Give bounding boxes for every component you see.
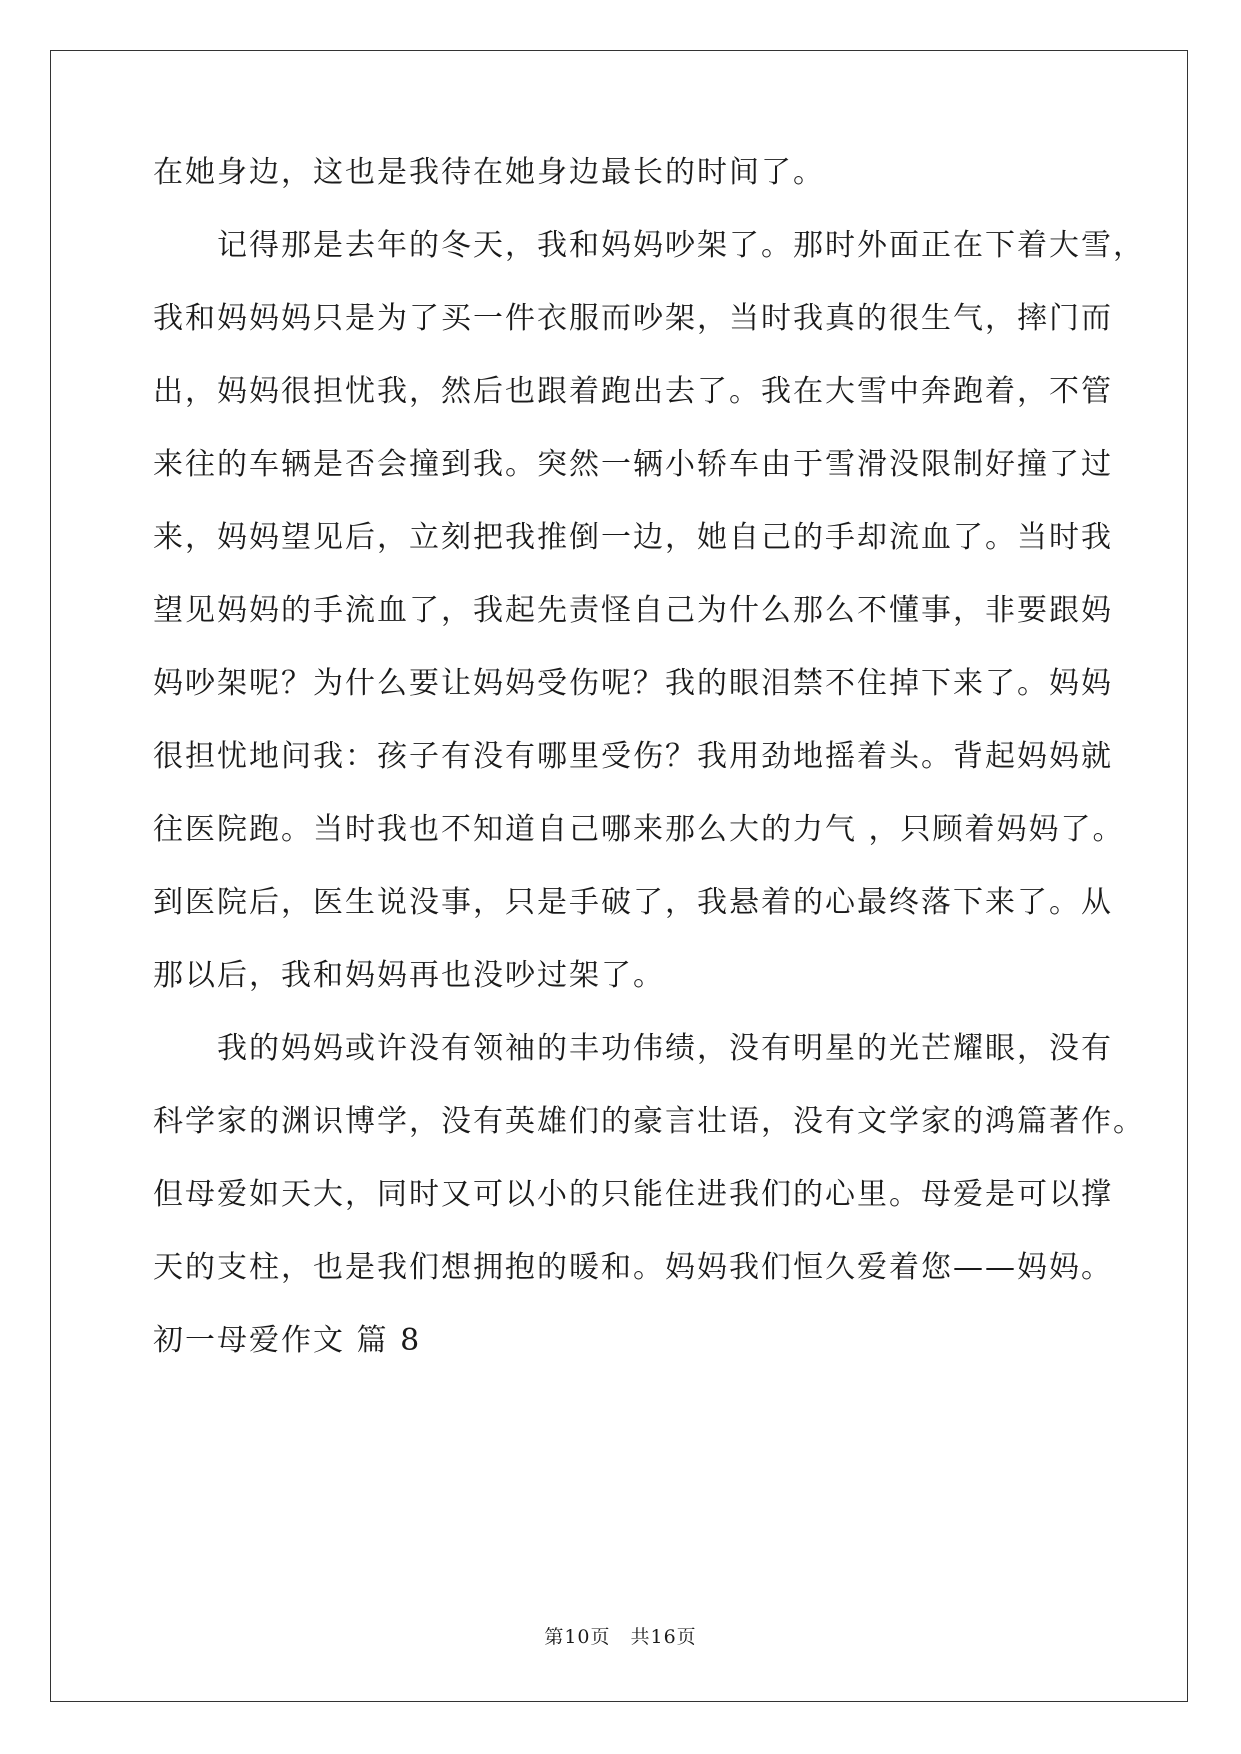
- text-line: 在她身边，这也是我待在她身边最长的时间了。: [153, 155, 825, 190]
- text-line: 那以后，我和妈妈再也没吵过架了。: [153, 958, 665, 993]
- text-line: 很担忧地问我：孩子有没有哪里受伤？我用劲地摇着头。背起妈妈就: [153, 739, 1113, 774]
- text-line: 往医院跑。当时我也不知道自己哪来那么大的力气 ，只顾着妈妈了。: [153, 812, 1125, 847]
- text-line: 我和妈妈妈只是为了买一件衣服而吵架，当时我真的很生气，摔门而: [153, 301, 1113, 336]
- text-line: 但母爱如天大，同时又可以小的只能住进我们的心里。母爱是可以撑: [153, 1177, 1113, 1212]
- text-line: 妈吵架呢？为什么要让妈妈受伤呢？我的眼泪禁不住掉下来了。妈妈: [153, 666, 1113, 701]
- text-line: 到医院后，医生说没事，只是手破了，我悬着的心最终落下来了。从: [153, 885, 1113, 920]
- text-line: 我的妈妈或许没有领袖的丰功伟绩，没有明星的光芒耀眼，没有: [153, 1031, 1113, 1066]
- text-line: 望见妈妈的手流血了，我起先责怪自己为什么那么不懂事，非要跟妈: [153, 593, 1113, 628]
- text-line: 来，妈妈望见后，立刻把我推倒一边，她自己的手却流血了。当时我: [153, 520, 1113, 555]
- current-page-number: 第10页: [544, 1626, 611, 1648]
- section-heading: 初一母爱作文 篇 8: [153, 1323, 422, 1358]
- text-line: 来往的车辆是否会撞到我。突然一辆小轿车由于雪滑没限制好撞了过: [153, 447, 1113, 482]
- text-line: 出，妈妈很担忧我，然后也跟着跑出去了。我在大雪中奔跑着，不管: [153, 374, 1113, 409]
- page-border: [50, 50, 1188, 1702]
- text-line: 记得那是去年的冬天，我和妈妈吵架了。那时外面正在下着大雪，: [153, 228, 1145, 263]
- text-line: 天的支柱，也是我们想拥抱的暖和。妈妈我们恒久爱着您——妈妈。: [153, 1250, 1113, 1285]
- page-footer: [0, 1625, 1241, 1649]
- total-page-count: 共16页: [630, 1626, 697, 1648]
- text-line: 科学家的渊识博学，没有英雄们的豪言壮语，没有文学家的鸿篇著作。: [153, 1104, 1145, 1139]
